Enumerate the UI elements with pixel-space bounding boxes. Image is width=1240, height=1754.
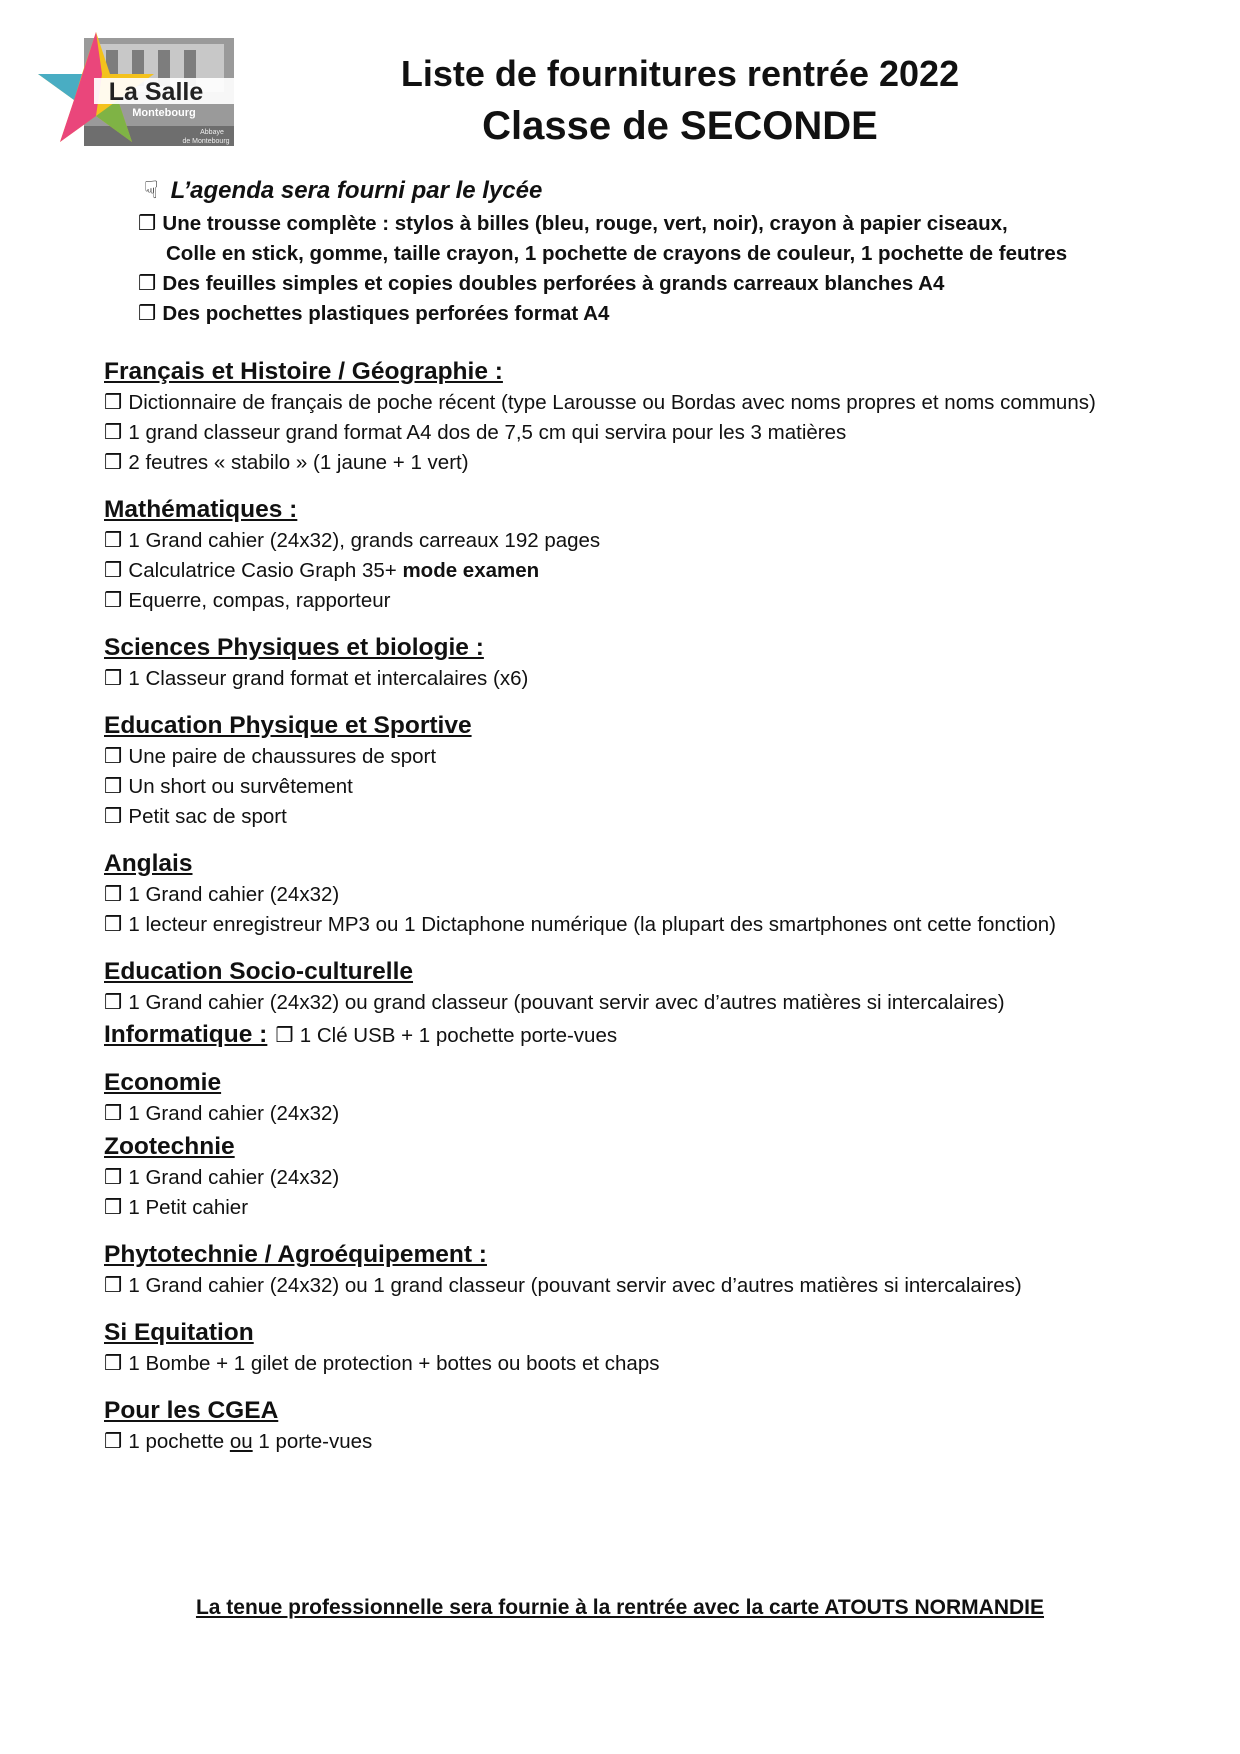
list-item: ❒ 1 Grand cahier (24x32) [104,1102,340,1125]
list-item: ❒ 1 grand classeur grand format A4 dos de 7,5 cm qui servira pour les 3 matières [104,421,847,444]
checkbox-icon: ❒ [104,1196,123,1219]
section-title: Education Socio-culturelle [104,958,414,985]
hand-pointer-icon: ☟ [144,177,159,204]
section-sciences [104,632,1184,694]
checkbox-icon: ❒ [104,391,123,414]
section-phytotechnie [104,1239,1184,1301]
section-cgea [104,1395,1184,1457]
section-title: Education Physique et Sportive [104,712,472,739]
checkbox-icon: ❒ [275,1024,294,1047]
checkbox-icon: ❒ [104,451,123,474]
list-item: ❒ Des pochettes plastiques perforées format A4 [138,302,610,325]
list-item: ❒ 1 Grand cahier (24x32) ou grand classeur (pouvant servir avec d’autres matières si intercalaires) [104,991,1005,1014]
checkbox-icon: ❒ [104,1102,123,1125]
section-title: Anglais [104,850,193,877]
checkbox-icon: ❒ [104,1274,123,1297]
section-francais [104,356,1184,478]
section-equitation [104,1317,1184,1379]
checkbox-icon: ❒ [104,1352,123,1375]
section-title: Pour les CGEA [104,1397,279,1424]
checkbox-icon: ❒ [138,272,157,295]
section-title: Français et Histoire / Géographie : [104,358,503,385]
section-title: Mathématiques : [104,496,298,523]
section-economie [104,1067,1184,1129]
footer-note: La tenue professionnelle sera fournie à la rentrée avec la carte ATOUTS NORMANDIE [195,1596,1045,1619]
list-item: ❒ Equerre, compas, rapporteur [104,589,391,612]
list-item: ❒ Une trousse complète : stylos à billes (bleu, rouge, vert, noir), crayon à papier ciseaux, Colle en stick, gomme, taille crayon, 1 pochette de crayons de couleur, 1 pochette de feutres [138,212,1068,265]
svg-text:de Montebourg: de Montebourg [182,138,230,145]
list-item: ❒ Calculatrice Casio Graph 35+ mode examen [104,559,540,582]
checkbox-icon: ❒ [138,302,157,325]
section-esc [104,956,1184,1018]
list-item: ❒ 1 lecteur enregistreur MP3 ou 1 Dictaphone numérique (la plupart des smartphones ont cette fonction) [104,913,1056,936]
svg-text:Abbaye: Abbaye [200,129,224,136]
svg-text:La Salle: La Salle [108,78,204,106]
list-item: ❒ Un short ou survêtement [104,775,353,798]
checkbox-icon: ❒ [104,883,123,906]
checkbox-icon: ❒ [104,805,123,828]
list-item: ❒ 1 Bombe + 1 gilet de protection + bottes ou boots et chaps [104,1352,660,1375]
section-title: Zootechnie [104,1133,235,1160]
list-item: ❒ 1 Petit cahier [104,1196,249,1219]
agenda-note: ☟ L’agenda sera fourni par le lycée [144,177,543,204]
svg-text:Montebourg: Montebourg [132,107,196,119]
checkbox-icon: ❒ [104,913,123,936]
list-item: ❒ 1 pochette ou 1 porte-vues [104,1430,373,1453]
section-anglais [104,848,1184,940]
page-title [300,48,1060,152]
title-line-1: Liste de fournitures rentrée 2022 [400,53,960,94]
list-item: ❒ 1 Classeur grand format et intercalaires (x6) [104,667,529,690]
checkbox-icon: ❒ [104,745,123,768]
section-title: Informatique : [104,1021,268,1048]
general-supplies [138,176,1067,329]
list-item: ❒ 2 feutres « stabilo » (1 jaune + 1 vert) [104,451,469,474]
la-salle-star-icon [36,30,236,154]
section-title: Economie [104,1069,222,1096]
checkbox-icon: ❒ [104,529,123,552]
section-maths [104,494,1184,616]
checkbox-icon: ❒ [104,775,123,798]
list-item: ❒ Dictionnaire de français de poche récent (type Larousse ou Bordas avec noms propres et noms communs) [104,391,1096,414]
title-line-2: Classe de SECONDE [482,104,878,148]
subject-lists [104,356,1184,1473]
list-item: ❒ 1 Grand cahier (24x32) ou 1 grand classeur (pouvant servir avec d’autres matières si intercalaires) [104,1274,1022,1297]
section-title: Sciences Physiques et biologie : [104,634,484,661]
checkbox-icon: ❒ [104,421,123,444]
checkbox-icon: ❒ [104,1166,123,1189]
checkbox-icon: ❒ [104,589,123,612]
section-title: Si Equitation [104,1319,254,1346]
checkbox-icon: ❒ [104,991,123,1014]
checkbox-icon: ❒ [104,559,123,582]
list-item: ❒ Des feuilles simples et copies doubles perforées à grands carreaux blanches A4 [138,272,945,295]
list-item: ❒ Petit sac de sport [104,805,287,828]
list-item: ❒ 1 Grand cahier (24x32) [104,1166,340,1189]
checkbox-icon: ❒ [104,667,123,690]
section-informatique [104,1020,1184,1051]
school-logo [36,30,236,154]
list-item: Informatique : ❒ 1 Clé USB + 1 pochette porte-vues [104,1021,618,1048]
list-item: ❒ Une paire de chaussures de sport [104,745,437,768]
list-item: ❒ 1 Grand cahier (24x32), grands carreaux 192 pages [104,529,601,552]
section-zootechnie [104,1131,1184,1223]
section-eps [104,710,1184,832]
checkbox-icon: ❒ [138,212,157,235]
list-item: ❒ 1 Grand cahier (24x32) [104,883,340,906]
section-title: Phytotechnie / Agroéquipement : [104,1241,487,1268]
checkbox-icon: ❒ [104,1430,123,1453]
